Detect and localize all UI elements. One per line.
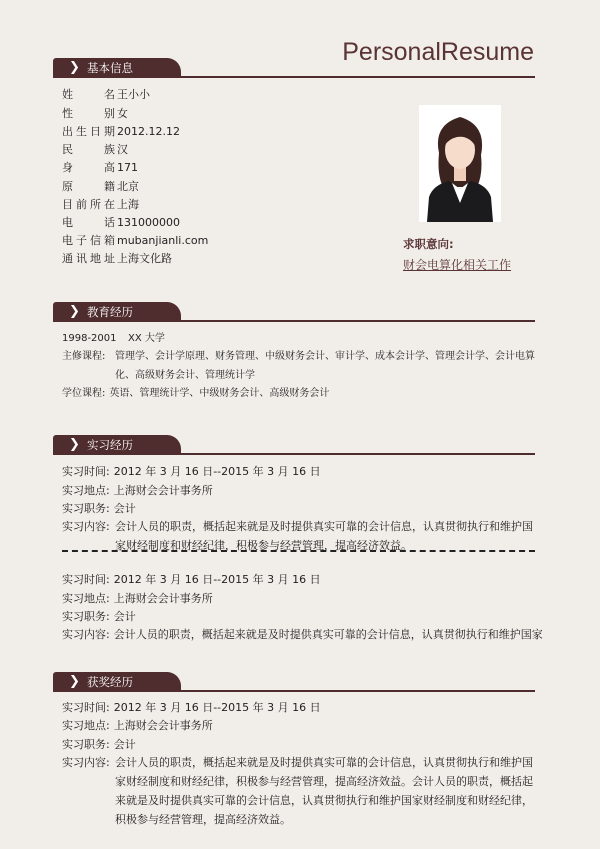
education-courses: 管理学、会计学原理、财务管理、中级财务会计、审计学、成本会计学、管理会计学、会计电算化、高级财务会计、管理统计学: [115, 351, 535, 381]
award-content-label: 实习内容:: [62, 756, 110, 769]
award-place: 实习地点: 上海财会会计事务所: [62, 719, 213, 732]
section-header-internship: [53, 435, 535, 455]
info-hometown: 原籍 北京: [62, 180, 139, 193]
internship-1-role: 实习职务: 会计: [62, 502, 136, 515]
info-gender: 性别 女: [62, 107, 128, 120]
internship-2-time: 实习时间: 2012 年 3 月 16 日--2015 年 3 月 16 日: [62, 573, 321, 586]
internship-2-content: 会计人员的职责，概括起来就是及时提供真实可靠的会计信息，认真贯彻执行和维护国家: [113, 628, 543, 641]
internship-1-time: 实习时间: 2012 年 3 月 16 日--2015 年 3 月 16 日: [62, 465, 321, 478]
section-divider: [53, 76, 535, 78]
info-email: 电子信箱 mubanjianli.com: [62, 234, 209, 247]
info-birthdate: 出生日期 2012.12.12: [62, 125, 180, 138]
internship-1-content: 会计人员的职责，概括起来就是及时提供真实可靠的会计信息，认真贯彻执行和维护国家财经制度和财经纪律，积极参与经营管理，提高经济效益。: [115, 520, 533, 552]
section-tab: [53, 672, 181, 692]
section-title: 教育经历: [87, 305, 133, 319]
internship-2-role: 实习职务: 会计: [62, 610, 136, 623]
section-divider: [53, 453, 535, 455]
info-location: 目前所在 上海: [62, 198, 139, 211]
objective-value: 财会电算化相关工作: [403, 258, 512, 272]
section-divider: [53, 690, 535, 692]
objective-label: 求职意向:: [403, 237, 454, 251]
internship-1-place: 实习地点: 上海财会会计事务所: [62, 484, 213, 497]
brand-title: PersonalResume: [342, 38, 534, 66]
profile-photo: [419, 105, 501, 222]
section-header-education: [53, 302, 535, 322]
education-degree-courses: 英语、管理统计学、中级财务会计、高级财务会计: [109, 388, 330, 399]
education-period: 1998-2001: [62, 333, 117, 344]
info-phone: 电话 131000000: [62, 216, 180, 229]
info-address: 通讯地址 上海文化路: [62, 252, 172, 265]
award-role: 实习职务: 会计: [62, 738, 136, 751]
portrait-illustration: [419, 105, 501, 222]
section-title: 实习经历: [87, 438, 133, 452]
internship-2-content-row: 实习内容: 会计人员的职责，概括起来就是及时提供真实可靠的会计信息，认真贯彻执行和维护国家: [62, 628, 543, 641]
section-tab: [53, 302, 181, 322]
internship-1-content-label: 实习内容:: [62, 520, 110, 533]
info-height: 身高 171: [62, 161, 138, 174]
dashed-divider: [62, 550, 535, 552]
chevron-right-icon: ❯: [69, 674, 80, 689]
education-courses-label: 主修课程:: [62, 351, 106, 362]
section-tab: [53, 435, 181, 455]
section-title: 基本信息: [87, 61, 133, 75]
award-time: 实习时间: 2012 年 3 月 16 日--2015 年 3 月 16 日: [62, 701, 321, 714]
chevron-right-icon: ❯: [69, 437, 80, 452]
chevron-right-icon: ❯: [69, 304, 80, 319]
section-divider: [53, 320, 535, 322]
award-content: 会计人员的职责，概括起来就是及时提供真实可靠的会计信息，认真贯彻执行和维护国家财经制度和财经纪律，积极参与经营管理，提高经济效益。会计人员的职责，概括起来就是及时提供真实可靠的会计信息，认真贯彻执行和维护国家财经制度和财经纪律，积极参与经营管理，提高经济效益。: [115, 756, 533, 826]
section-title: 获奖经历: [87, 675, 133, 689]
education-degree-row: 学位课程: 英语、管理统计学、中级财务会计、高级财务会计: [62, 388, 330, 399]
education-period-row: [62, 332, 165, 346]
section-tab: [53, 58, 181, 78]
info-ethnicity: 民族 汉: [62, 143, 128, 156]
education-school: XX 大学: [128, 333, 165, 344]
internship-2-place: 实习地点: 上海财会会计事务所: [62, 592, 213, 605]
section-header-basic: [53, 58, 535, 78]
info-name: 姓名 王小小: [62, 88, 150, 101]
section-header-awards: [53, 672, 535, 692]
chevron-right-icon: ❯: [69, 60, 80, 75]
